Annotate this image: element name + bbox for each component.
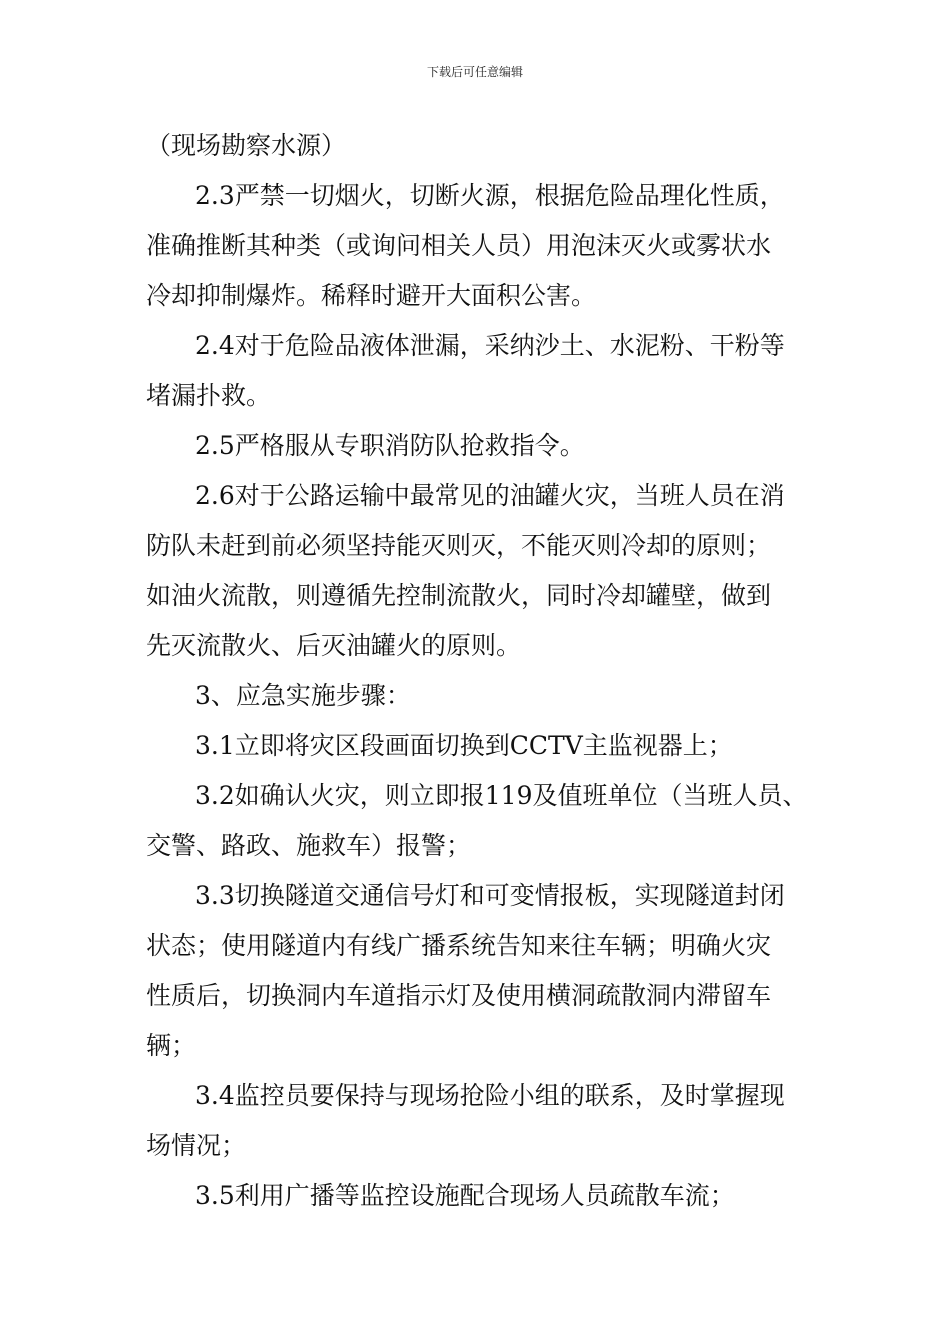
- paragraph-line: 先灭流散火、后灭油罐火的原则。: [146, 631, 522, 660]
- section-heading: 3、应急实施步骤：: [195, 681, 411, 710]
- paragraph-line: 辆；: [146, 1031, 197, 1060]
- paragraph-line: 场情况；: [146, 1131, 247, 1160]
- paragraph-line: 冷却抑制爆炸。稀释时避开大面积公害。: [146, 281, 597, 310]
- paragraph-line: 3.4监控员要保持与现场抢险小组的联系，及时掌握现: [195, 1081, 785, 1110]
- paragraph-line: 堵漏扑救。: [146, 381, 272, 410]
- document-body: [146, 121, 826, 1221]
- paragraph-line: 状态；使用隧道内有线广播系统告知来往车辆；明确火灾: [146, 931, 772, 960]
- paragraph-line: 2.4对于危险品液体泄漏，采纳沙土、水泥粉、干粉等: [195, 331, 785, 360]
- paragraph-line: 准确推断其种类（或询问相关人员）用泡沫灭火或雾状水: [146, 231, 772, 260]
- paragraph-line: 性质后，切换洞内车道指示灯及使用横洞疏散洞内滞留车: [146, 981, 772, 1010]
- paragraph-line: 交警、路政、施救车）报警；: [146, 831, 472, 860]
- paragraph-line: （现场勘察水源）: [146, 131, 347, 160]
- paragraph-line: 3.1立即将灾区段画面切换到CCTV主监视器上；: [195, 731, 733, 760]
- paragraph-line: 2.6对于公路运输中最常见的油罐火灾，当班人员在消: [195, 481, 785, 510]
- paragraph-line: 3.5利用广播等监控设施配合现场人员疏散车流；: [195, 1181, 735, 1210]
- paragraph-line: 3.3切换隧道交通信号灯和可变情报板，实现隧道封闭: [195, 881, 785, 910]
- paragraph-line: 2.5严格服从专职消防队抢救指令。: [195, 431, 585, 460]
- paragraph-line: 防队未赶到前必须坚持能灭则灭，不能灭则冷却的原则；: [146, 531, 772, 560]
- page-header: 下载后可任意编辑: [426, 65, 523, 79]
- paragraph-line: 2.3严禁一切烟火，切断火源，根据危险品理化性质，: [195, 181, 785, 210]
- paragraph-line: 如油火流散，则遵循先控制流散火，同时冷却罐壁，做到: [146, 581, 772, 610]
- paragraph-line: 3.2如确认火灾，则立即报119及值班单位（当班人员、: [195, 781, 808, 810]
